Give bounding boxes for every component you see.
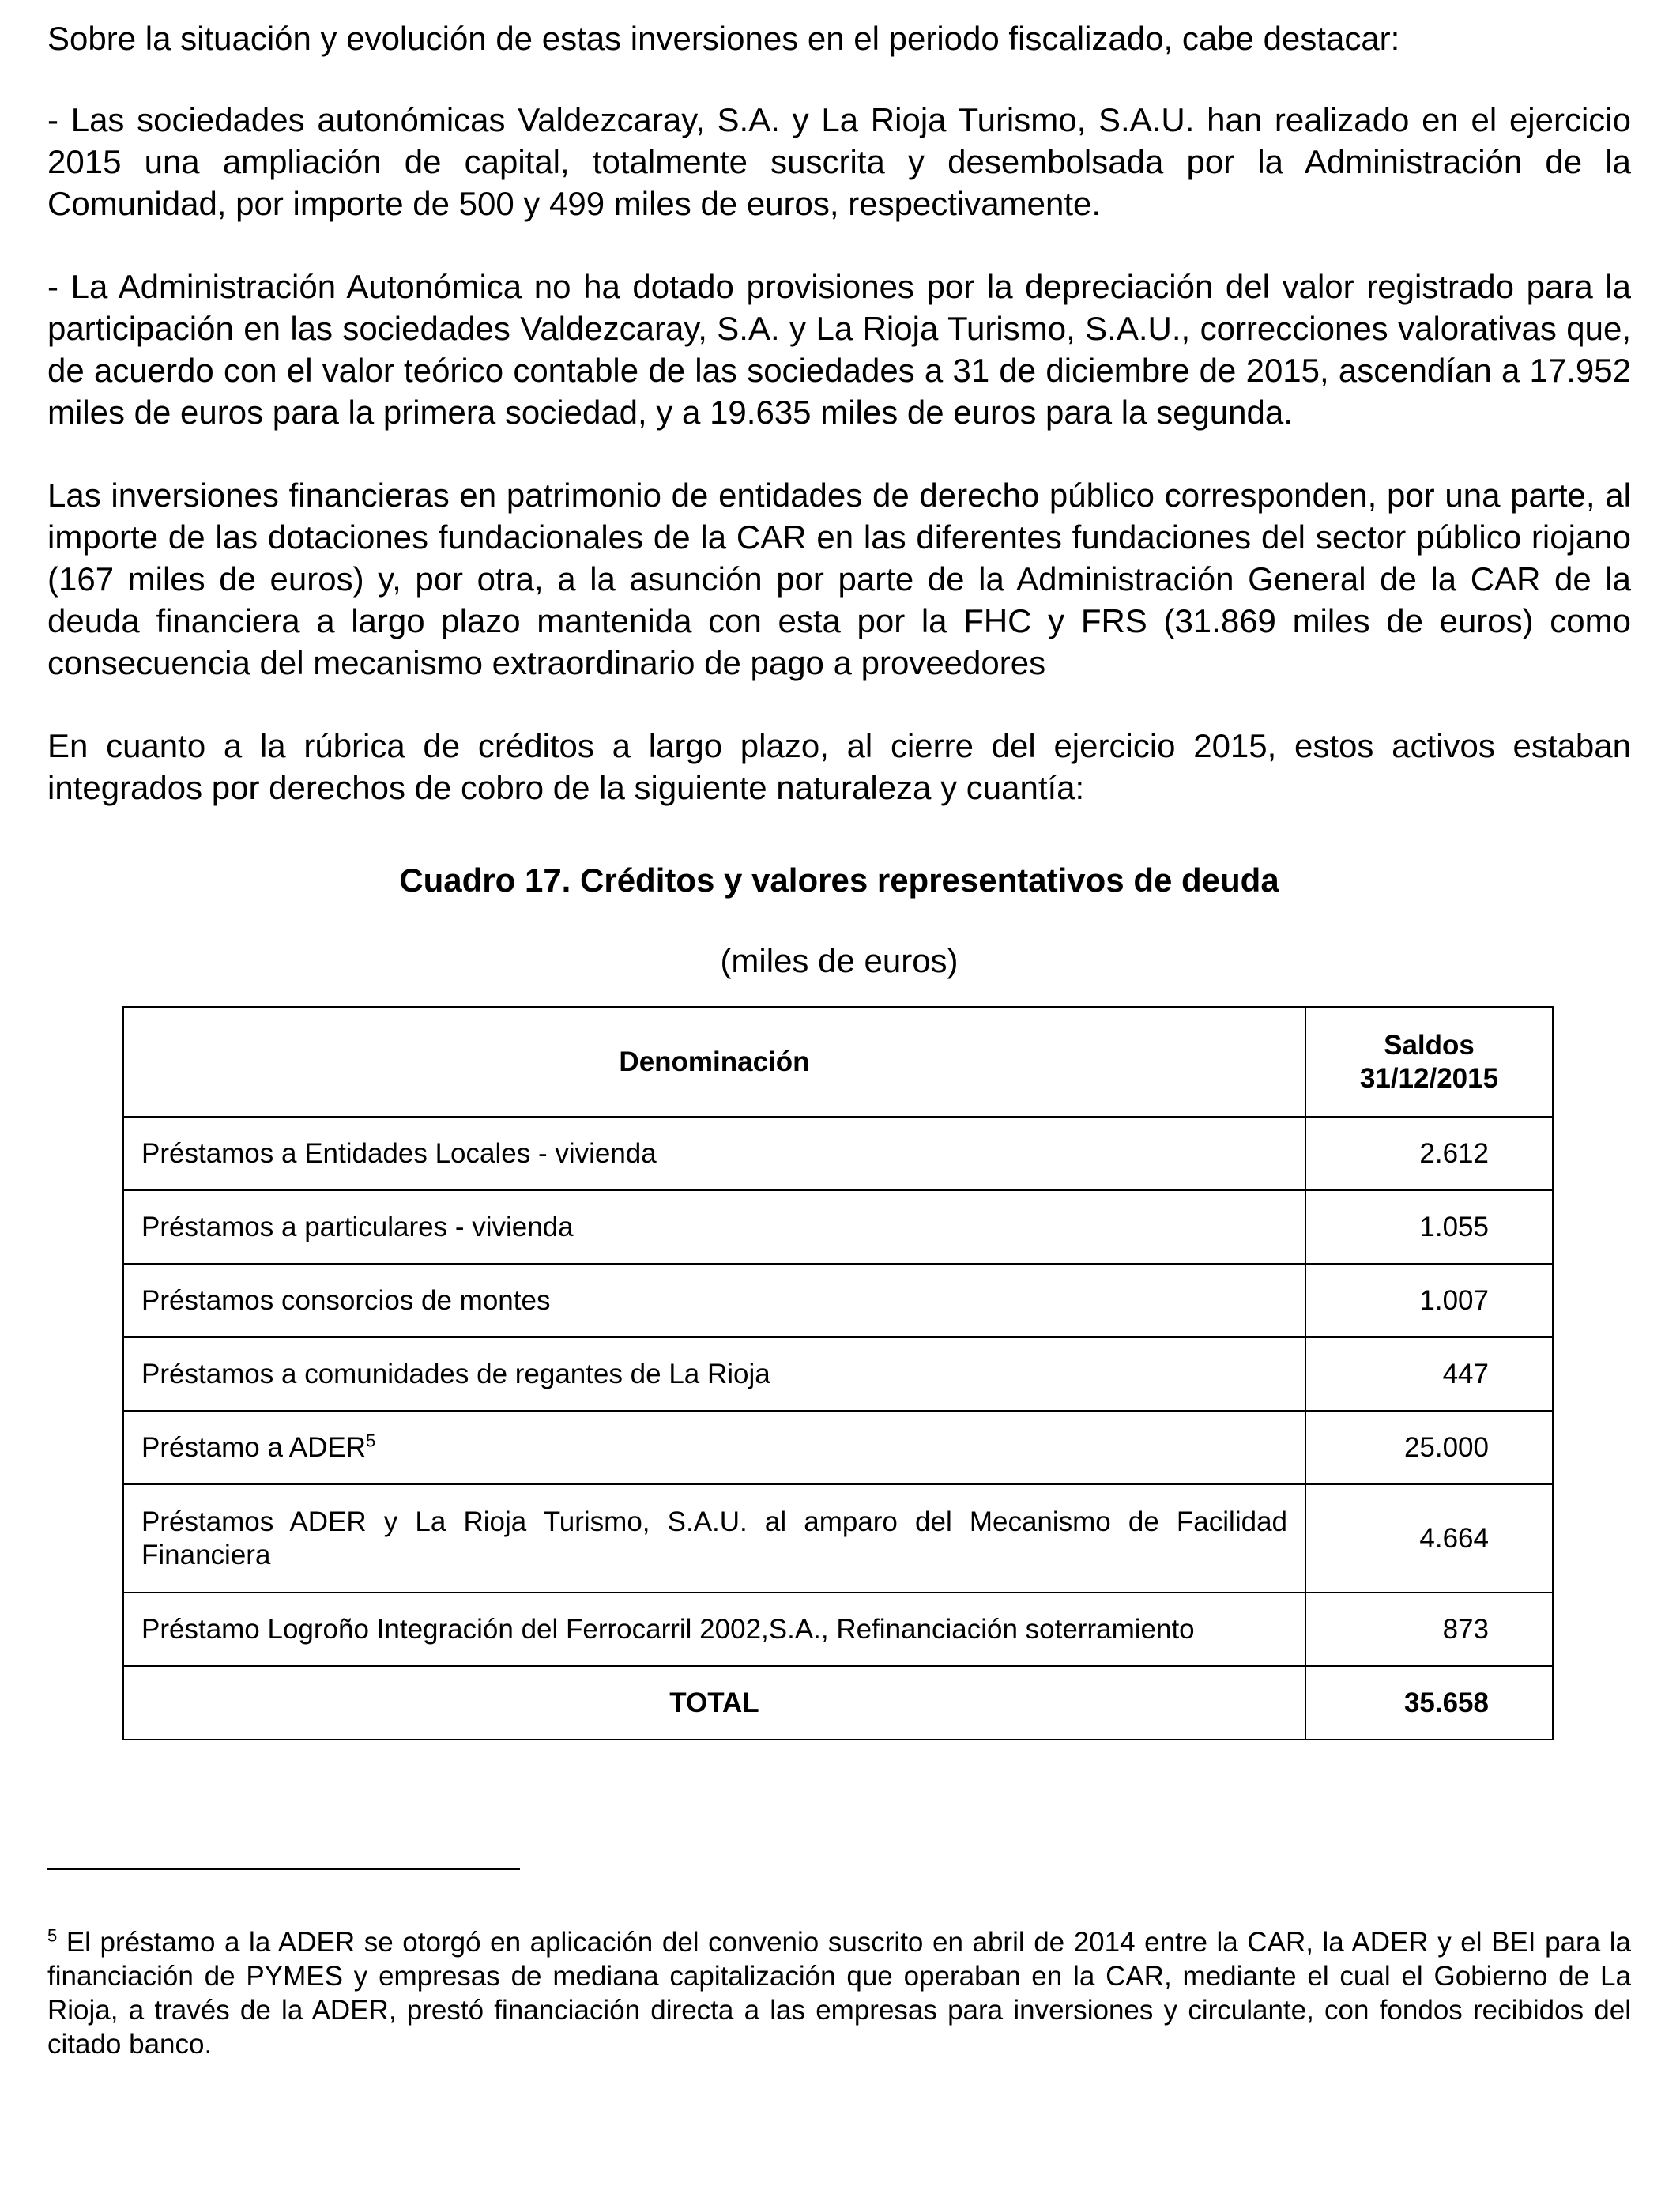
row-value: 2.612	[1305, 1117, 1553, 1190]
footnote-divider	[47, 1868, 520, 1870]
table-row	[123, 1593, 1553, 1666]
footnote-reference: 5	[366, 1430, 376, 1450]
table-header-row	[123, 1007, 1553, 1117]
header-saldos-line1: Saldos	[1384, 1029, 1475, 1061]
header-denominacion: Denominación	[123, 1007, 1305, 1117]
header-saldos	[1305, 1007, 1553, 1117]
row-value: 4.664	[1305, 1484, 1553, 1593]
paragraph-capital-increase: - Las sociedades autonómicas Valdezcaray, S.A. y La Rioja Turismo, S.A.U. han realizado en el ejercicio 2015 una ampliación de capital, totalmente suscrita y desembolsada por la Administración de la Comunidad, por importe de 500 y 499 miles de euros, respectivamente.	[47, 101, 1631, 222]
table-row	[123, 1117, 1553, 1190]
table-total-row	[123, 1666, 1553, 1740]
row-label: Préstamo a ADER	[141, 1431, 366, 1463]
row-label: Préstamos a comunidades de regantes de La Rioja	[123, 1337, 1305, 1411]
row-value: 1.007	[1305, 1264, 1553, 1337]
row-value: 447	[1305, 1337, 1553, 1411]
total-label: TOTAL	[123, 1666, 1305, 1740]
footnote-number: 5	[47, 1925, 58, 1946]
table-row	[123, 1264, 1553, 1337]
credits-table	[122, 1006, 1554, 1740]
row-label: Préstamos ADER y La Rioja Turismo, S.A.U. al amparo del Mecanismo de Facilidad Financiera	[123, 1484, 1305, 1593]
table-caption: Cuadro 17. Créditos y valores representativos de deuda	[399, 861, 1279, 899]
table-row	[123, 1411, 1553, 1484]
row-label: Préstamo Logroño Integración del Ferrocarril 2002,S.A., Refinanciación soterramiento	[123, 1593, 1305, 1666]
table-row	[123, 1484, 1553, 1593]
row-label: Préstamos consorcios de montes	[123, 1264, 1305, 1337]
paragraph-intro: Sobre la situación y evolución de estas inversiones en el periodo fiscalizado, cabe destacar:	[47, 20, 1400, 57]
paragraph-financial-investments: Las inversiones financieras en patrimonio de entidades de derecho público corresponden, por una parte, al importe de las dotaciones fundacionales de la CAR en las diferentes fundaciones del sector público riojano (167 miles de euros) y, por otra, a la asunción por parte de la Administración General de la CAR de la deuda financiera a largo plazo mantenida con esta por la FHC y FRS (31.869 miles de euros) como consecuencia del mecanismo extraordinario de pago a proveedores	[47, 477, 1631, 681]
header-saldos-line2: 31/12/2015	[1359, 1062, 1499, 1094]
row-label: Préstamos a Entidades Locales - vivienda	[123, 1117, 1305, 1190]
paragraph-provisions: - La Administración Autonómica no ha dotado provisiones por la depreciación del valor registrado para la participación en las sociedades Valdezcaray, S.A. y La Rioja Turismo, S.A.U., correcciones valorativas que, de acuerdo con el valor teórico contable de las sociedades a 31 de diciembre de 2015, ascendían a 17.952 miles de euros para la primera sociedad, y a 19.635 miles de euros para la segunda.	[47, 268, 1631, 431]
row-value: 25.000	[1305, 1411, 1553, 1484]
table-units: (miles de euros)	[720, 942, 959, 979]
table-row	[123, 1337, 1553, 1411]
table-row	[123, 1190, 1553, 1264]
footnote-text: El préstamo a la ADER se otorgó en aplicación del convenio suscrito en abril de 2014 entre la CAR, la ADER y el BEI para la financiación de PYMES y empresas de mediana capitalización que operaban en la CAR, mediante el cual el Gobierno de La Rioja, a través de la ADER, prestó financiación directa a las empresas para inversiones y circulante, con fondos recibidos del citado banco.	[47, 1927, 1631, 2060]
row-value: 873	[1305, 1593, 1553, 1666]
row-label: Préstamos a particulares - vivienda	[123, 1190, 1305, 1264]
row-label-with-footnote	[123, 1411, 1305, 1484]
row-value: 1.055	[1305, 1190, 1553, 1264]
total-value: 35.658	[1305, 1666, 1553, 1740]
paragraph-long-term-credits: En cuanto a la rúbrica de créditos a largo plazo, al cierre del ejercicio 2015, estos activos estaban integrados por derechos de cobro de la siguiente naturaleza y cuantía:	[47, 727, 1631, 806]
document-page	[47, 17, 1631, 1740]
footnote	[47, 1925, 1631, 2061]
